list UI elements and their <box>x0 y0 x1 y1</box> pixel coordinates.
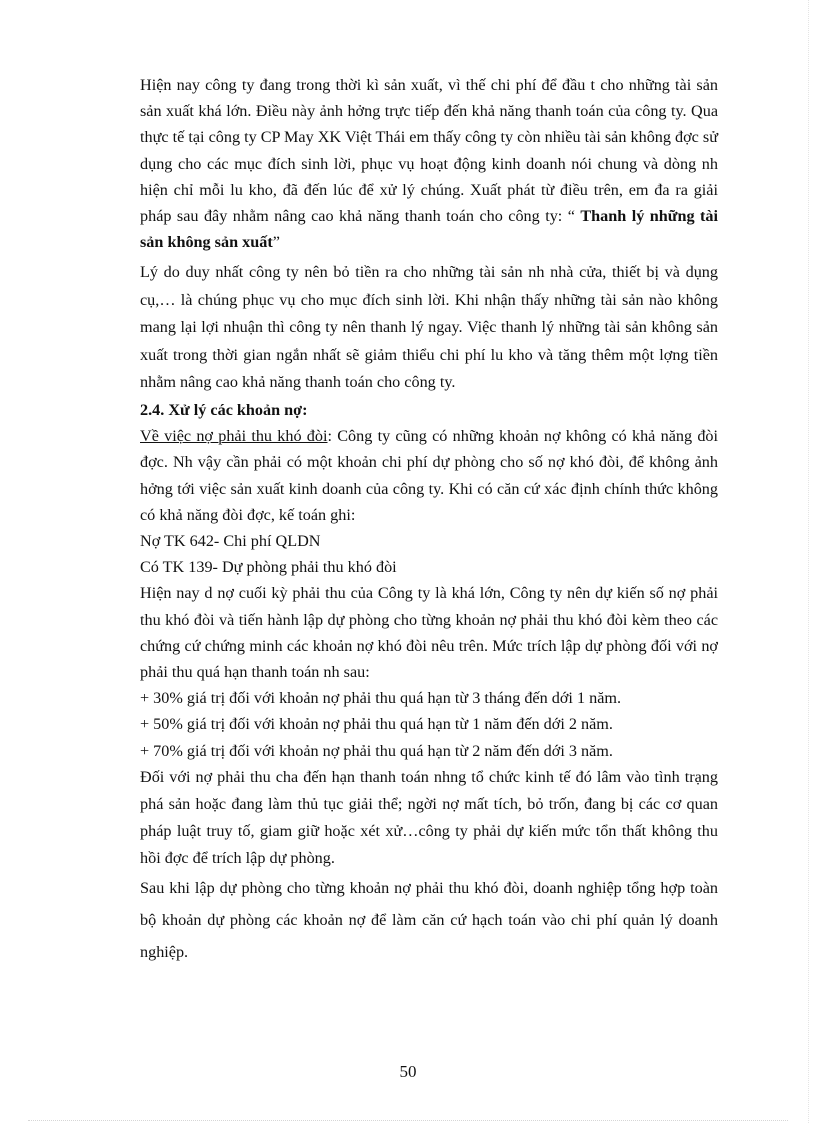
rate-item-1: + 30% giá trị đối với khoản nợ phải thu quá hạn từ 3 tháng đến dới 1 năm. <box>140 689 622 708</box>
paragraph-not-due: Đối với nợ phải thu cha đến hạn thanh toán nhng tổ chức kinh tế đó lâm vào tình trạng phá sản hoặc đang làm thủ tục giải thể; ngời nợ mất tích, bỏ trốn, đang bị các cơ quan pháp luật truy tố, giam giữ hoặc xét xử…công ty phải dự kiến mức tổn thất không thu hồi đợc để trích lập dự phòng. <box>140 767 718 867</box>
rate-item-3: + 70% giá trị đối với khoản nợ phải thu quá hạn từ 2 năm đến dới 3 năm. <box>140 741 613 760</box>
entry-credit: Có TK 139- Dự phòng phải thu khó đòi <box>140 558 397 577</box>
page-number: 50 <box>399 1062 417 1081</box>
bold-phrase: Thanh lý những tài sản không sản xuất <box>140 207 718 252</box>
section-heading: 2.4. Xử lý các khoản nợ: <box>140 400 308 419</box>
paragraph-text: : Công ty cũng có những khoản nợ không có khả năng đòi đợc. Nh vậy cần phải có một khoản chi phí dự phòng cho số nợ khó đòi, để không ảnh hởng tới việc sản xuất kinh doanh của công ty. Khi có căn cứ xác định chính thức không có khả năng đòi đợc, kế toán ghi: <box>140 427 719 524</box>
paragraph-liquidation-reason: Lý do duy nhất công ty nên bỏ tiền ra cho những tài sản nh nhà cửa, thiết bị và dụng cụ,… là chúng phục vụ cho mục đích sinh lời. Khi nhận thấy những tài sản nào không mang lại lợi nhuận thì công ty nên thanh lý ngay. Việc thanh lý những tài sản không sản xuất trong thời gian ngắn nhất sẽ giảm thiểu chi phí lu kho và tăng thêm một lợng tiền nhằm nâng cao khả năng thanh toán cho công ty. <box>140 263 718 392</box>
closing-quote: ” <box>272 233 280 252</box>
underlined-phrase: Về việc nợ phải thu khó đòi <box>140 427 328 446</box>
paragraph-summary: Sau khi lập dự phòng cho từng khoản nợ phải thu khó đòi, doanh nghiệp tổng hợp toàn bộ khoản dự phòng các khoản nợ để làm căn cứ hạch toán vào chi phí quản lý doanh nghiệp. <box>140 878 718 961</box>
rate-item-2: + 50% giá trị đối với khoản nợ phải thu quá hạn từ 1 năm đến dới 2 năm. <box>140 715 613 734</box>
page-edge-divider-right <box>808 0 810 1123</box>
paragraph-provision: Hiện nay d nợ cuối kỳ phải thu của Công ty là khá lớn, Công ty nên dự kiến số nợ phải thu khó đòi và tiến hành lập dự phòng cho từng khoản nợ phải thu khó đòi kèm theo các chứng cứ chứng minh các khoản nợ khó đòi nêu trên. Mức trích lập dự phòng đối với nợ phải thu quá hạn thanh toán nh sau: <box>140 584 718 681</box>
document-body <box>140 72 718 968</box>
paragraph-bad-debt <box>140 423 718 528</box>
page-edge-divider <box>28 1120 788 1122</box>
paragraph-text: Hiện nay công ty đang trong thời kì sản xuất, vì thế chi phí để đầu t cho những tài sản sản xuất khá lớn. Điều này ảnh hởng trực tiếp đến khả năng thanh toán của công ty. Qua thực tế tại công ty CP May XK Việt Thái em thấy công ty còn nhiều tài sản không đợc sử dụng cho các mục đích sinh lời, phục vụ hoạt động kinh doanh nói chung và dòng nh hiện chỉ mỗi lu kho, đã đến lúc để xử lý chúng. Xuất phát từ điều trên, em đa ra giải pháp sau đây nhằm nâng cao khả năng thanh toán cho công ty: “ <box>140 76 718 226</box>
paragraph-asset-liquidation <box>140 72 718 255</box>
entry-debit: Nợ TK 642- Chi phí QLDN <box>140 531 321 550</box>
